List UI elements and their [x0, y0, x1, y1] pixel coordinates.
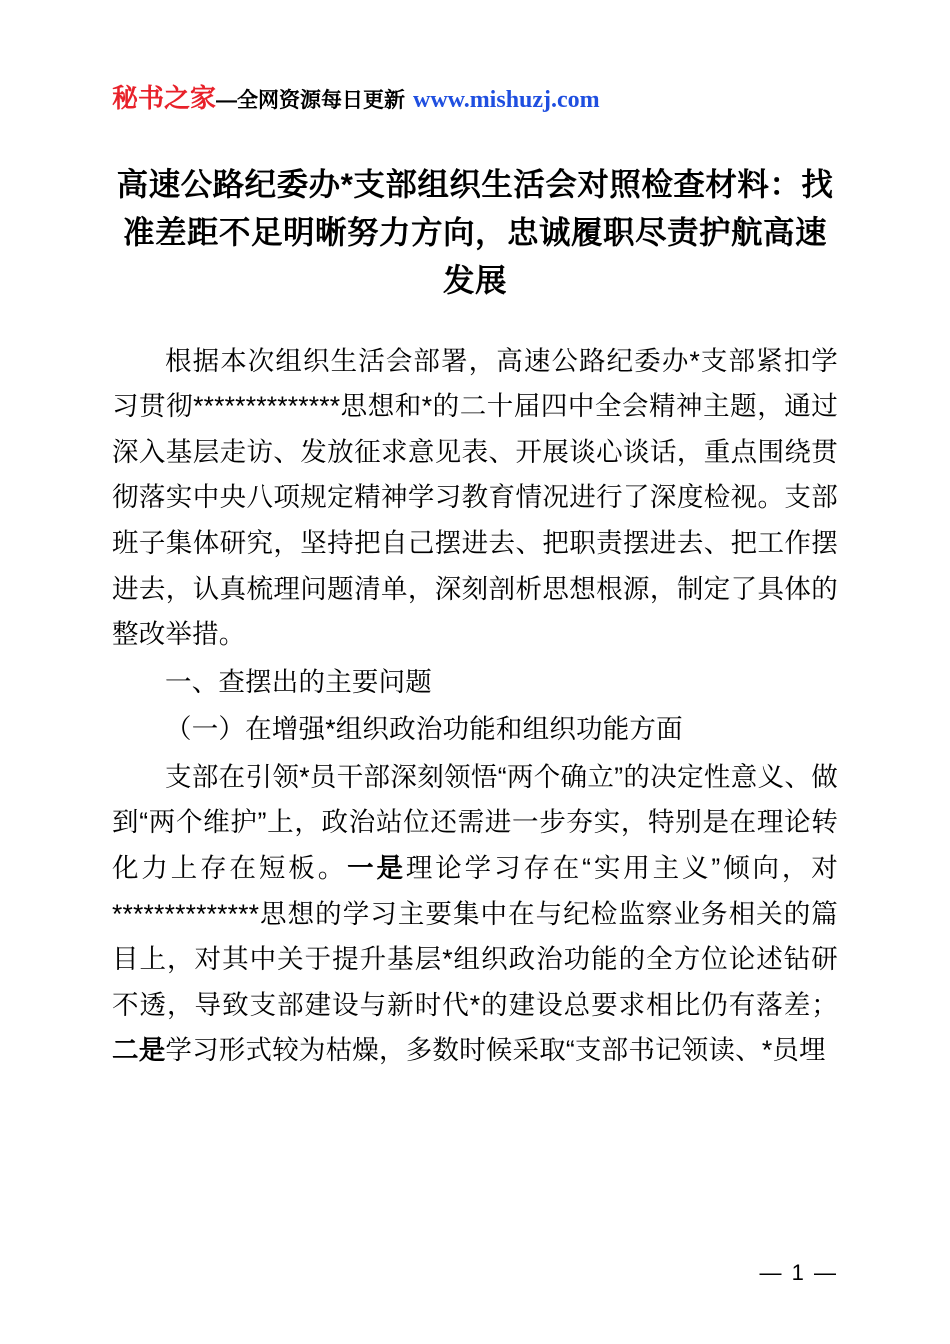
heading-subsection-one: （一）在增强*组织政治功能和组织功能方面	[165, 714, 683, 745]
site-tagline: 全网资源每日更新	[237, 89, 406, 112]
document-title: 高速公路纪委办*支部组织生活会对照检查材料：找准差距不足明晰努力方向，忠诚履职尽责护航高速发展	[116, 166, 834, 298]
emphasis-first-point: 一是	[347, 852, 406, 883]
page-number: — 1 —	[759, 1260, 838, 1285]
paragraph-subsection-one-body	[112, 755, 838, 1074]
site-url-link[interactable]: www.mishuzj.com	[413, 87, 600, 113]
site-brand-name: 秘书之家	[112, 83, 217, 113]
site-watermark-header	[112, 78, 838, 115]
paragraph-text-part3: 学习形式较为枯燥，多数时候采取“支部书记领读、*员埋	[165, 1035, 826, 1066]
paragraph-text-part1: 支部在引领*员干部深刻领悟“两个确立”的决定性意义、做到“两个维护”上，政治站位还需进一步夯实，特别是在理论转化力上存在短板。	[112, 761, 838, 883]
site-brand-separator: —	[216, 89, 238, 112]
heading-section-one: 一、查摆出的主要问题	[165, 666, 432, 697]
paragraph-text-part2: 理论学习存在“实用主义”倾向，对**************思想的学习主要集中在与纪检监察业务相关的篇目上，对其中关于提升基层*组织政治功能的全方位论述钻研不透，导致支部建设与新时代*的建设总要求相比仍有落差；	[112, 852, 838, 1020]
emphasis-second-point: 二是	[112, 1035, 166, 1066]
paragraph-intro: 根据本次组织生活会部署，高速公路纪委办*支部紧扣学习贯彻**************思想和*的二十届四中全会精神主题，通过深入基层走访、发放征求意见表、开展谈心谈话，重点围绕贯彻落实中央八项规定精神学习教育情况进行了深度检视。支部班子集体研究，坚持把自己摆进去、把职责摆进去、把工作摆进去，认真梳理问题清单，深刻剖析思想根源，制定了具体的整改举措。	[112, 345, 838, 650]
